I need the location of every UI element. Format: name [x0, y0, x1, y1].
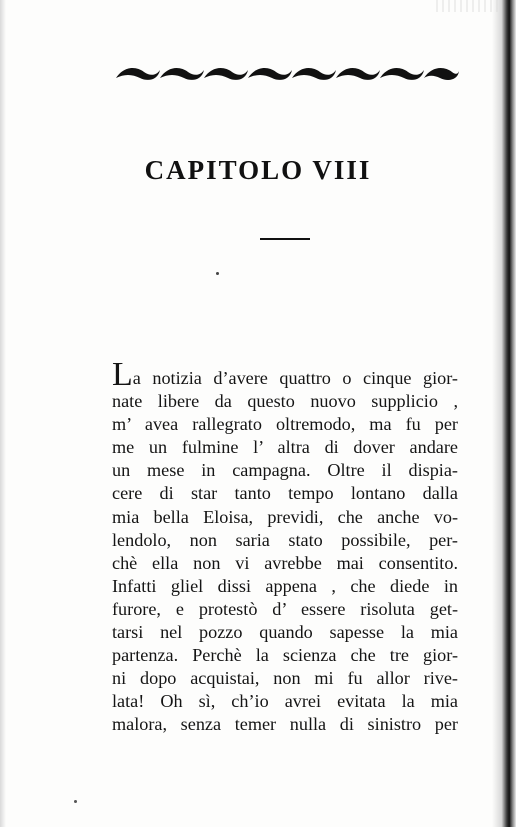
page-left-edge	[0, 0, 6, 827]
body-line: m’ avea rallegrato oltremodo, ma fu per	[112, 414, 458, 435]
body-line: furore, e protestò d’ essere risoluta get-	[112, 598, 458, 619]
body-line: mia bella Eloisa, previdi, che anche vo-	[112, 506, 458, 527]
wave-scroll-ornament-icon	[114, 60, 460, 86]
body-line: un mese in campagna. Oltre il dispia-	[112, 460, 458, 481]
body-line: cere di star tanto tempo lontano dalla	[112, 483, 458, 504]
body-line: ni dopo acquistai, non mi fu allor rive-	[112, 668, 458, 689]
body-line: lata! Oh sì, ch’io avrei evitata la mia	[112, 691, 458, 712]
body-line: malora, senza temer nulla di sinistro per	[112, 714, 458, 735]
body-line: partenza. Perchè la scienza che tre gior-	[112, 645, 458, 666]
body-line: lendolo, non saria stato possibile, per-	[112, 529, 458, 550]
body-line: chè ella non vi avrebbe mai consentito.	[112, 552, 458, 573]
body-line: tarsi nel pozzo quando sapesse la mia	[112, 622, 458, 643]
book-binding-shadow	[492, 0, 516, 827]
body-line: Infatti gliel dissi appena , che diede in	[112, 575, 458, 596]
body-line: me un fulmine l’ altra di dover andare	[112, 437, 458, 458]
chapter-title: CAPITOLO VIII	[144, 155, 372, 185]
ink-speck	[74, 800, 77, 803]
body-line: nate libere da questo nuovo supplicio ,	[112, 391, 458, 412]
chapter-body-text	[112, 356, 458, 737]
first-line-text: a notizia d’avere quattro o cinque gior-	[132, 368, 458, 388]
drop-cap-letter: L	[112, 356, 133, 393]
title-rule-divider	[260, 238, 310, 240]
body-line	[112, 356, 458, 393]
ink-speck	[216, 272, 219, 275]
